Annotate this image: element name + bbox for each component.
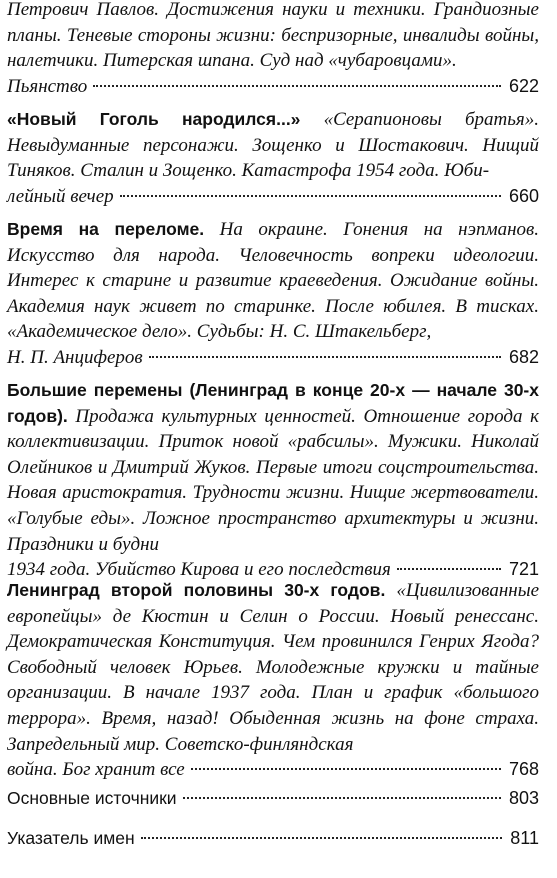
entry-title: Ленинград второй половины 30-х годов. [7, 580, 386, 600]
toc-entry [7, 107, 539, 209]
entry-last-line [7, 345, 539, 371]
entry-last-text: 1934 года. Убийство Кирова и его последствия [7, 559, 391, 581]
toc-entry [7, 0, 539, 99]
entry-last-text: лейный вечер [7, 185, 114, 207]
toc-entry [7, 217, 539, 371]
page-number: 622 [508, 75, 539, 96]
page-number: 660 [508, 185, 539, 206]
dot-leader [120, 195, 501, 197]
entry-last-line [7, 74, 539, 100]
entry-body: Петрович Павлов. Достижения науки и техники. Грандиозные планы. Теневые стороны жизни: беспризорные, инвалиды войны, налетчики. Питерская шпана. Суд над «чубаровцами». [7, 0, 539, 72]
entry-last-text: Пьянство [7, 75, 88, 97]
dot-leader [191, 768, 501, 770]
dot-leader [397, 568, 501, 570]
entry-title: Большие перемены (Ленинград в конце 20-х — начале 30-х годов). [7, 380, 539, 426]
entry-body: «Серапионовы братья». Невыдуманные персонажи. Зощенко и Шостакович. Нищий Тиняков. Сталин и Зощенко. Катастрофа 1954 года. Юби- [7, 109, 539, 182]
entry-last-line [7, 786, 539, 812]
entry-last-text: война. Бог хранит все [7, 759, 185, 781]
page-number: 803 [508, 788, 539, 808]
dot-leader [149, 356, 501, 358]
entry-title: Время на переломе. [7, 219, 205, 239]
entry-body: На окраине. Гонения на нэпманов. Искусство для народа. Человечность вопреки идеологии. Интерес к старине и развитие краеведения. Ожидание войны. Академия наук живет по старинке. После юбилея. В тисках. «Академическое дело». Судьбы: Н. С. Штакельберг, [7, 219, 540, 343]
dot-leader [141, 837, 503, 839]
entry-label-name-index: Указатель имен [7, 828, 135, 848]
toc-entry [7, 578, 539, 783]
toc-entry [7, 378, 539, 583]
page-number: 721 [508, 559, 539, 580]
entry-last-text: Н. П. Анциферов [7, 346, 143, 368]
entry-title: «Новый Гоголь народился...» [7, 109, 301, 129]
entry-last-line [7, 826, 539, 852]
page-number: 811 [510, 828, 539, 848]
entry-label-sources: Основные источники [7, 788, 177, 808]
page-number: 682 [508, 346, 539, 367]
entry-last-line [7, 757, 539, 783]
entry-body: «Цивилизованные европейцы» де Кюстин и Селин о России. Новый ренессанс. Демократическая Конституция. Чем провинился Генрих Ягода? Свободный человек Юрьев. Молодежные кружки и тайные организации. В начале 1937 года. План и график «большого террора». Время, назад! Обыденная жизнь на фоне страха. Запредельный мир. Советско-финляндская [7, 580, 540, 755]
page-number: 768 [508, 759, 539, 780]
dot-leader [93, 85, 501, 87]
entry-body: Продажа культурных ценностей. Отношение города к коллективизации. Приток новой «рабсилы». Мужики. Николай Олейников и Дмитрий Жуков. Первые итоги соцстроительства. Новая аристократия. Трудности жизни. Нищие жертвователи. «Голубые еды». Ложное пространство архитектуры и жизни. Праздники и будни [7, 405, 539, 555]
entry-last-line [7, 184, 539, 210]
toc-entry [7, 826, 539, 852]
dot-leader [183, 797, 501, 799]
toc-entry [7, 786, 539, 812]
